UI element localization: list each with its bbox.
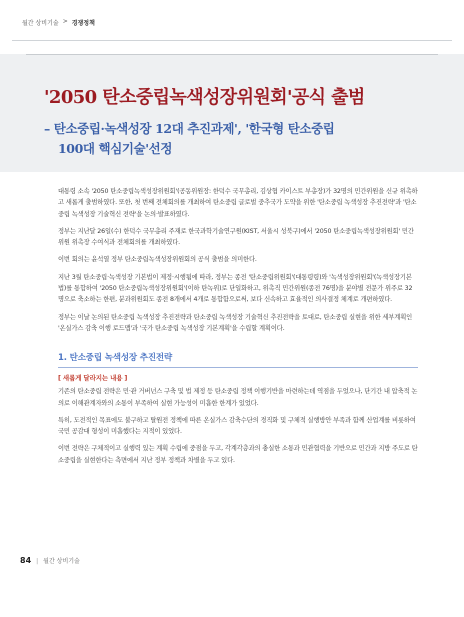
page-title: '2050 탄소중립녹색성장위원회'공식 출범 xyxy=(44,87,365,108)
page-subtitle xyxy=(44,119,444,159)
footer-magazine: 월간 상비기술 xyxy=(43,558,80,565)
paragraph: 지난 3월 탄소중립·녹색성장 기본법이 제정·시행됨에 따라, 정부는 종전 '탄소중립위원회'(대통령령)와 '녹색성장위원회'(녹색성장기본법)를 통합하여 '2050 탄소중립녹색성장위원회'(이하 탄녹위)로 단일화하고, 위촉직 민간위원(종전 76명)을 분야별 전문가 위주로 32명으로 축소하는 한편, 분과위원회도 종전 8개에서 4개로 통합함으로써, 보다 신속하고 효율적인 의사결정 체계로 개편하였다. xyxy=(58,273,413,304)
footer-separator: | xyxy=(36,558,39,565)
breadcrumb xyxy=(22,18,95,27)
article-body xyxy=(58,186,418,472)
paragraph: 특히, 도전적인 목표에도 불구하고 탈원전 정책에 따른 온실가스 감축수단의 경직화 및 구체적 실행방안 부족과 함께 산업계를 비롯하여 국민 공감대 형성이 미흡했다는 지적이 있었다. xyxy=(58,416,416,436)
page-footer xyxy=(20,556,80,565)
subtitle-line-1: – 탄소중립·녹색성장 12대 추진과제', '한국형 탄소중립 xyxy=(44,121,335,136)
title-band-rule xyxy=(26,54,438,55)
breadcrumb-section: 경쟁정책 xyxy=(71,20,95,27)
paragraph: 이번 회의는 윤석열 정부 탄소중립녹색성장위원회의 공식 출범을 의미한다. xyxy=(58,256,257,264)
header-divider xyxy=(12,40,452,41)
breadcrumb-magazine: 월간 상비기술 xyxy=(22,20,59,27)
breadcrumb-separator: > xyxy=(62,18,68,25)
paragraph: 대통령 소속 '2050 탄소중립녹색성장위원회'(공동위원장: 한덕수 국무총리, 김상협 카이스트 부총장)가 32명의 민간위원을 신규 위촉하고 새롭게 출범하였다. 또한, 첫 번째 전체회의를 개최하여 탄소중립 글로벌 중추국가 도약을 위한 '탄소중립 녹색성장 추진전략'과 '탄소중립 녹색성장 기술혁신 전략'을 논의·발표하였다. xyxy=(58,188,418,218)
paragraph: 정부는 지난달 26일(수) 한덕수 국무총리 주재로 한국과학기술연구원(KIST, 서울시 성북구)에서 '2050 탄소중립녹색성장위원회' 민간위원 위촉장 수여식과 전체회의를 개최하였다. xyxy=(58,227,414,247)
subtitle-line-2: 100대 핵심기술'선정 xyxy=(58,141,172,156)
section-heading: 1. 탄소중립 녹색성장 추진전략 xyxy=(58,352,418,368)
paragraph: 정부는 이날 논의된 탄소중립 녹색성장 추진전략과 탄소중립 녹색성장 기술혁신 추진전략을 토대로, 탄소중립 실현을 위한 세부계획인 '온실가스 감축 이행 로드맵'과 '국가 탄소중립 녹색성장 기본계획'을 수립할 계획이다. xyxy=(58,313,413,332)
paragraph: 이번 전략은 구체적이고 실행력 있는 계획 수립에 중점을 두고, 각계각층과의 충실한 소통과 민관협력을 기반으로 민간과 지방 주도로 탄소중립을 실현한다는 측면에서 지난 정부 정책과 차별을 두고 있다. xyxy=(58,445,418,464)
section-label: [ 새롭게 달라지는 내용 ] xyxy=(58,374,128,383)
page-number: 84 xyxy=(20,556,32,565)
paragraph: 기존의 탄소중립 전략은 민·관 거버넌스 구축 및 법 제정 등 탄소중립 정책 이행기반을 마련하는데 역점을 두었으나, 단기간 내 압축적 논의로 이해관계자와의 소통이 부족하여 실현 가능성이 미흡한 한계가 있었다. xyxy=(58,388,418,407)
